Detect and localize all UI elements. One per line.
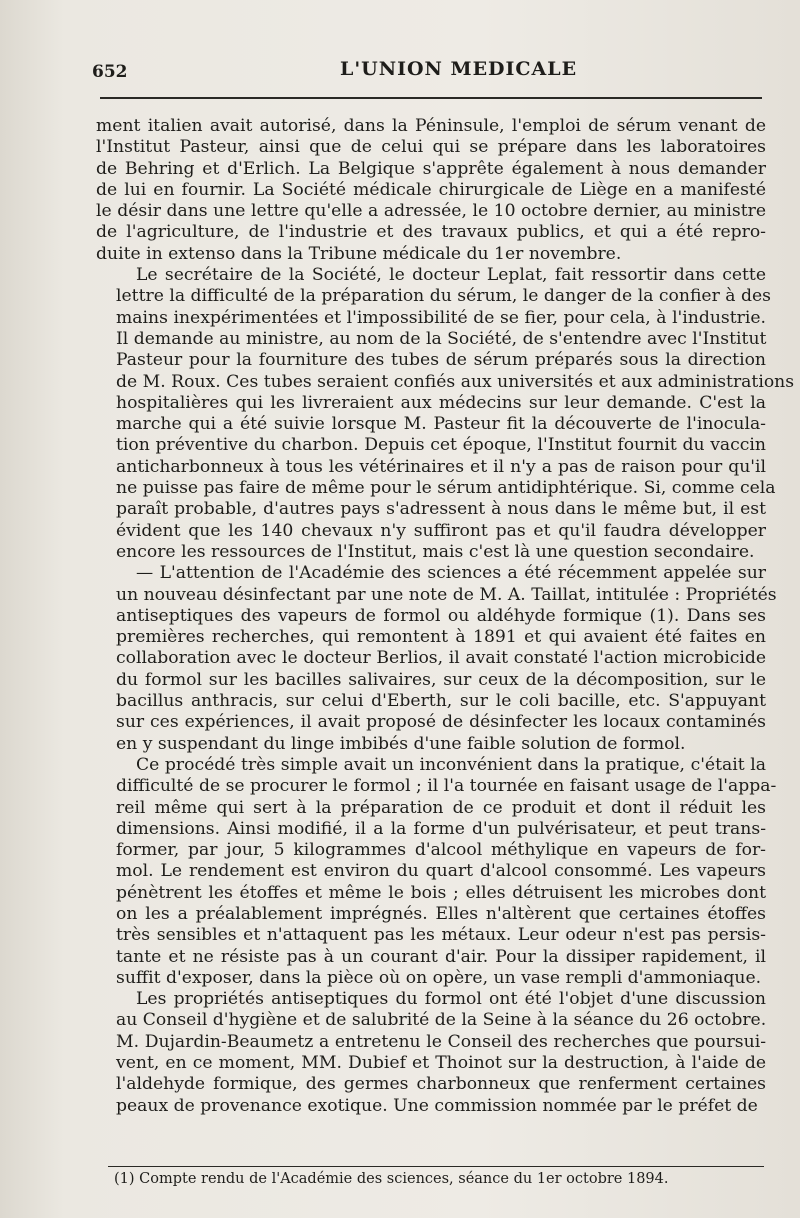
- text-line: duite in extenso dans la Tribune médicale du 1er novembre.: [96, 243, 622, 264]
- text-line: tante et ne résiste pas à un courant d'air. Pour la dissiper rapidement, il: [116, 946, 766, 967]
- text-line: l'Institut Pasteur, ainsi que de celui qui se prépare dans les laboratoires: [96, 137, 766, 158]
- text-line: Il demande au ministre, au nom de la Société, de s'entendre avec l'Institut: [116, 328, 767, 349]
- text-line: Pasteur pour la fourniture des tubes de sérum préparés sous la direction: [116, 350, 766, 371]
- text-line: dimensions. Ainsi modifié, il a la forme d'un pulvérisateur, et peut trans-: [116, 818, 766, 839]
- text-line: Le secrétaire de la Société, le docteur Leplat, fait ressortir dans cette: [136, 265, 766, 286]
- page-number: 652: [92, 62, 128, 82]
- text-line: lettre la difficulté de la préparation du sérum, le danger de la confier à des: [116, 286, 771, 307]
- text-line: un nouveau désinfectant par une note de M. A. Taillat, intitulée : Propriétés: [116, 584, 777, 605]
- text-line: Les propriétés antiseptiques du formol ont été l'objet d'une discussion: [136, 989, 766, 1010]
- footnote: (1) Compte rendu de l'Académie des sciences, séance du 1er octobre 1894.: [114, 1171, 669, 1187]
- text-line: de lui en fournir. La Société médicale chirurgicale de Liège en a manifesté: [96, 179, 766, 200]
- text-line: évident que les 140 chevaux n'y suffiront pas et qu'il faudra développer: [116, 520, 766, 541]
- paragraph: [96, 563, 777, 755]
- header-rule: [100, 97, 762, 99]
- text-line: sur ces expériences, il avait proposé de désinfecter les locaux contaminés: [116, 712, 766, 733]
- text-line: suffit d'exposer, dans la pièce où on opère, un vase rempli d'ammoniaque.: [116, 967, 762, 988]
- text-line: anticharbonneux à tous les vétérinaires et il n'y a pas de raison pour qu'il: [116, 456, 766, 477]
- text-line: ne puisse pas faire de même pour le sérum antidiphtérique. Si, comme cela: [116, 478, 776, 499]
- text-line: en y suspendant du linge imbibés d'une faible solution de formol.: [116, 733, 686, 754]
- text-line: — L'attention de l'Académie des sciences a été récemment appelée sur: [136, 563, 766, 584]
- text-line: paraît probable, d'autres pays s'adressent à nous dans le même but, il est: [116, 499, 766, 520]
- text-line: de M. Roux. Ces tubes seraient confiés aux universités et aux administrations: [116, 371, 795, 392]
- text-line: reil même qui sert à la préparation de ce produit et dont il réduit les: [116, 797, 766, 818]
- running-head: L'UNION MEDICALE: [340, 58, 578, 80]
- text-line: très sensibles et n'attaquent pas les métaux. Leur odeur n'est pas persis-: [116, 925, 766, 946]
- paragraph: [96, 116, 766, 265]
- text-line: ment italien avait autorisé, dans la Péninsule, l'emploi de sérum venant de: [96, 116, 766, 136]
- text-line: difficulté de se procurer le formol ; il l'a tournée en faisant usage de l'appa-: [116, 776, 777, 797]
- paragraph: [96, 989, 766, 1117]
- text-line: peaux de provenance exotique. Une commission nommée par le préfet de: [116, 1095, 758, 1116]
- text-line: on les a préalablement imprégnés. Elles n'altèrent que certaines étoffes: [116, 903, 766, 924]
- text-line: tion préventive du charbon. Depuis cet époque, l'Institut fournit du vaccin: [116, 435, 766, 456]
- text-line: mol. Le rendement est environ du quart d'alcool consommé. Les vapeurs: [116, 861, 766, 882]
- article-body: [96, 116, 795, 1117]
- text-line: Ce procédé très simple avait un inconvénient dans la pratique, c'était la: [136, 754, 766, 775]
- text-line: de l'agriculture, de l'industrie et des travaux publics, et qui a été repro-: [96, 222, 766, 243]
- text-line: hospitalières qui les livreraient aux médecins sur leur demande. C'est la: [116, 392, 766, 413]
- text-line: l'aldehyde formique, des germes charbonneux que renferment certaines: [116, 1074, 766, 1095]
- footnote-rule: [108, 1166, 764, 1167]
- text-line: de Behring et d'Erlich. La Belgique s'apprête également à nous demander: [96, 158, 766, 179]
- text-line: le désir dans une lettre qu'elle a adressée, le 10 octobre dernier, au ministre: [96, 201, 766, 222]
- text-line: au Conseil d'hygiène et de salubrité de la Seine à la séance du 26 octobre.: [116, 1010, 767, 1031]
- text-line: former, par jour, 5 kilogrammes d'alcool méthylique en vapeurs de for-: [116, 840, 766, 861]
- page-header: [92, 58, 762, 88]
- text-line: encore les ressources de l'Institut, mais c'est là une question secondaire.: [116, 541, 755, 562]
- text-line: du formol sur les bacilles salivaires, sur ceux de la décomposition, sur le: [116, 669, 766, 690]
- text-line: marche qui a été suivie lorsque M. Pasteur fit la découverte de l'inocula-: [116, 414, 766, 435]
- paragraph: [96, 754, 777, 989]
- paragraph: [96, 265, 795, 563]
- text-line: antiseptiques des vapeurs de formol ou aldéhyde formique (1). Dans ses: [116, 605, 766, 626]
- text-line: pénètrent les étoffes et même le bois ; elles détruisent les microbes dont: [116, 882, 766, 903]
- text-line: bacillus anthracis, sur celui d'Eberth, sur le coli bacille, etc. S'appuyant: [116, 691, 766, 712]
- text-line: M. Dujardin-Beaumetz a entretenu le Conseil des recherches que poursui-: [116, 1031, 766, 1052]
- text-line: collaboration avec le docteur Berlios, il avait constaté l'action microbicide: [116, 648, 766, 669]
- text-line: mains inexpérimentées et l'impossibilité de se fier, pour cela, à l'industrie.: [116, 307, 766, 328]
- text-line: vent, en ce moment, MM. Dubief et Thoinot sur la destruction, à l'aide de: [116, 1053, 766, 1074]
- text-line: premières recherches, qui remontent à 1891 et qui avaient été faites en: [116, 627, 766, 648]
